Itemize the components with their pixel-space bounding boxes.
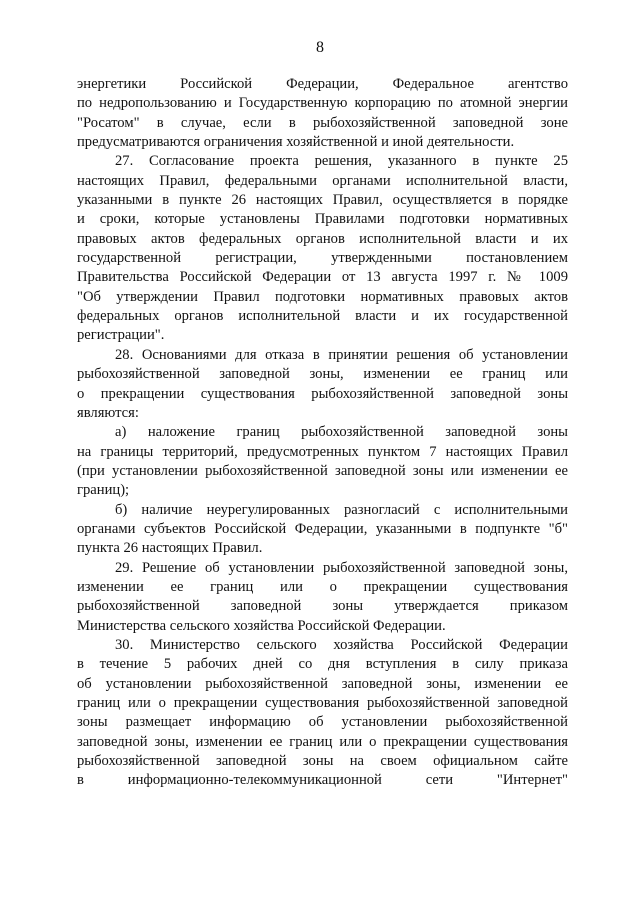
text-line: границ или о прекращении существования рыбохозяйственной заповедной (77, 695, 568, 711)
text-line: б) наличие неурегулированных разногласий с исполнительными (115, 501, 568, 518)
text-line: изменении ее границ или о прекращении существования (77, 578, 568, 595)
text-line: заповедной зоны, изменении ее границ или о прекращении существования (77, 733, 568, 750)
page-number: 8 (316, 39, 324, 56)
text-line: регистрации". (77, 327, 165, 344)
text-line: федеральных органов исполнительной власти и их государственной (77, 308, 568, 325)
text-line: 29. Решение об установлении рыбохозяйственной заповедной зоны, (115, 559, 568, 576)
text-line: настоящих Правил, федеральными органами исполнительной власти, (77, 172, 568, 189)
document-body (77, 75, 568, 791)
text-line: предусматриваются ограничения хозяйственной и иной деятельности. (77, 134, 515, 151)
text-line: по недропользованию и Государственную корпорацию по атомной энергии (77, 95, 568, 112)
text-line: (при установлении рыбохозяйственной заповедной зоны или изменении ее (77, 462, 568, 479)
text-line: государственной регистрации, утвержденными постановлением (77, 250, 568, 267)
text-line: пункта 26 настоящих Правил. (77, 540, 263, 557)
paragraph-p-28 (77, 346, 568, 423)
text-line: рыбохозяйственной заповедной зоны на своем официальном сайте (77, 753, 568, 770)
text-line: в течение 5 рабочих дней со дня вступления в силу приказа (77, 656, 568, 673)
paragraph-p-27 (77, 152, 568, 345)
text-line: органами субъектов Российской Федерации, указанными в подпункте "б" (77, 520, 568, 537)
text-line: "Об утверждении Правил подготовки нормативных правовых актов (77, 288, 568, 305)
text-line: и сроки, которые установлены Правилами подготовки нормативных (77, 211, 568, 228)
text-line: на границы территорий, предусмотренных пунктом 7 настоящих Правил (77, 443, 568, 460)
text-line: 30. Министерство сельского хозяйства Российской Федерации (115, 636, 568, 653)
text-line: Министерства сельского хозяйства Российской Федерации. (77, 617, 446, 634)
text-line: Правительства Российской Федерации от 13 августа 1997 г. № 1009 (77, 269, 568, 286)
text-line: 27. Согласование проекта решения, указанного в пункте 25 (115, 153, 568, 170)
text-line: являются: (77, 404, 139, 421)
text-line: правовых актов федеральных органов исполнительной власти и их (77, 230, 568, 247)
text-line: рыбохозяйственной заповедной зоны, изменении ее границ или (77, 366, 568, 383)
text-line: границ); (77, 482, 130, 499)
text-line: об установлении рыбохозяйственной заповедной зоны, изменении ее (77, 675, 568, 692)
text-line: зоны размещает информацию об установлении рыбохозяйственной (77, 714, 568, 731)
paragraph-p-28a (77, 423, 568, 500)
text-line: рыбохозяйственной заповедной зоны утверждается приказом (77, 598, 568, 615)
text-line: а) наложение границ рыбохозяйственной заповедной зоны (115, 424, 568, 441)
text-line: о прекращении существования рыбохозяйственной заповедной зоны (77, 385, 568, 402)
text-line: энергетики Российской Федерации, Федеральное агентство (77, 76, 568, 92)
paragraph-p-30 (77, 636, 568, 791)
text-line: указанными в пункте 26 настоящих Правил, осуществляется в порядке (77, 192, 568, 209)
text-line: "Росатом" в случае, если в рыбохозяйственной заповедной зоне (77, 114, 568, 131)
paragraph-p-intro (77, 75, 568, 152)
text-line: в информационно-телекоммуникационной сети "Интернет" (77, 772, 568, 789)
paragraph-p-29 (77, 559, 568, 636)
paragraph-p-28b (77, 501, 568, 559)
text-line: 28. Основаниями для отказа в принятии решения об установлении (115, 346, 568, 363)
